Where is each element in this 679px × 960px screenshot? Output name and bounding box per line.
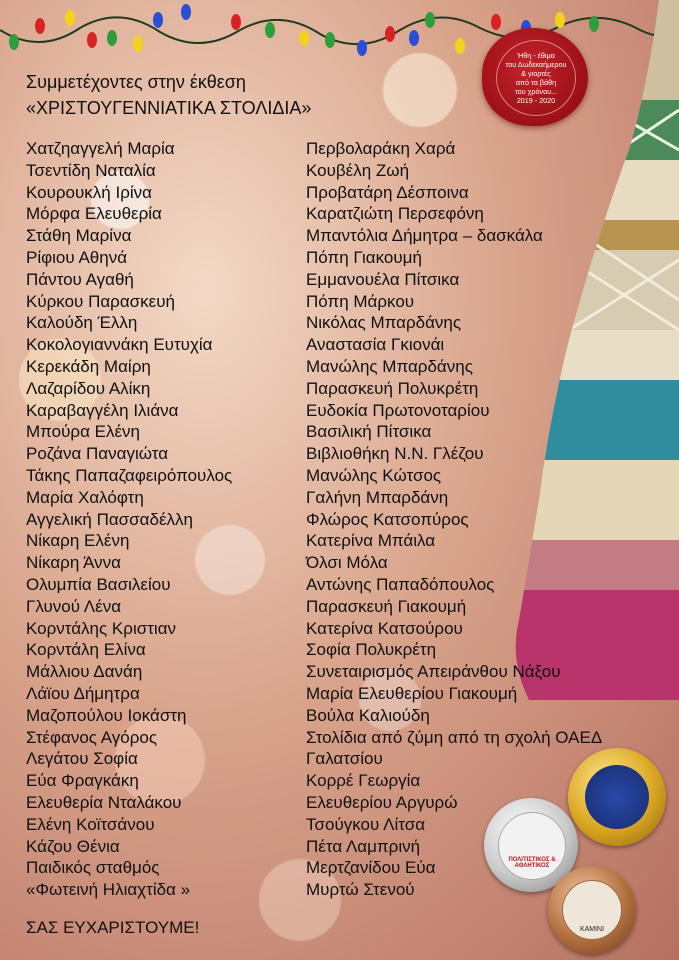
participant-name: Ευδοκία Πρωτονοταρίου <box>306 400 490 420</box>
participant-name: Νίκαρη Άννα <box>26 553 121 573</box>
participant-name: Τάκης Παπαζαφειρόπουλος <box>26 465 233 485</box>
participant-name: Γαλήνη Μπαρδάνη <box>306 487 449 507</box>
participant-name: Συνεταιρισμός Απειράνθου Νάξου <box>306 662 561 682</box>
silver-logo-text: ΠΟΛΙΤΙΣΤΙΚΟΣ & ΑΘΛΗΤΙΚΟΣ <box>508 857 556 869</box>
thank-you-text: ΣΑΣ ΕΥΧΑΡΙΣΤΟΥΜΕ! <box>26 918 200 937</box>
participant-name: Παρασκευή Γιακουμή <box>306 596 467 616</box>
participant-name: Καραβαγγέλη Ιλιάνα <box>26 400 179 420</box>
participant-name: Τσούγκου Λίτσα <box>306 814 426 834</box>
participant-name: Μανώλης Κώτσος <box>306 465 442 485</box>
participant-name: Γαλατσίου <box>306 749 383 769</box>
participant-name: Ροζάνα Παναγιώτα <box>26 444 169 464</box>
participant-name: Λάϊου Δήμητρα <box>26 683 140 703</box>
participant-name: Κοκολογιαννάκη Ευτυχία <box>26 335 213 355</box>
seal-line: του χρόνου... <box>514 87 558 96</box>
participant-name: Τσεντίδη Ναταλία <box>26 160 156 180</box>
participant-name: Στάθη Μαρίνα <box>26 226 132 246</box>
participant-name: Ολυμπία Βασιλείου <box>26 574 171 594</box>
participant-name: Κορντάλης Κριστιαν <box>26 618 177 638</box>
wax-seal-badge <box>482 28 588 126</box>
participant-name: Μπούρα Ελένη <box>26 422 140 442</box>
participant-name: Πόπη Μάρκου <box>306 291 415 311</box>
participant-name: Ελένη Κοϊτσάνου <box>26 814 155 834</box>
participant-name: Γλυνού Λένα <box>26 596 122 616</box>
seal-line: του Δωδεκαήμερου <box>505 60 567 69</box>
participant-name: Μάλλιου Δανάη <box>26 662 143 682</box>
participant-name: Βιβλιοθήκη Ν.Ν. Γλέζου <box>306 444 484 464</box>
participant-name: Κουρουκλή Ιρίνα <box>26 182 152 202</box>
participant-name: Αντώνης Παπαδόπουλος <box>306 574 495 594</box>
heading-line-1: Συμμετέχοντες στην έκθεση <box>26 72 246 92</box>
participant-name: Κουβέλη Ζωή <box>306 160 410 180</box>
participant-name: Ρίφιου Αθηνά <box>26 247 128 267</box>
participant-name: Προβατάρη Δέσποινα <box>306 182 469 202</box>
bronze-logo-text: ΚΑΜΙΝΙ <box>579 926 605 933</box>
heading-line-2: «ΧΡΙΣΤΟΥΓΕΝΝΙΑΤΙΚΑ ΣΤΟΛΙΔΙΑ» <box>26 98 312 118</box>
participant-name: Αγγελική Πασσαδέλλη <box>26 509 193 529</box>
participant-name: Παιδικός σταθμός <box>26 858 160 878</box>
participant-name: Νικόλας Μπαρδάνης <box>306 313 462 333</box>
participant-name: Καρατζιώτη Περσεφόνη <box>306 204 484 224</box>
participants-left-column <box>26 138 232 901</box>
participant-name: «Φωτεινή Ηλιαχτίδα » <box>26 880 191 900</box>
participant-name: Πάντου Αγαθή <box>26 269 134 289</box>
participant-name: Νίκαρη Ελένη <box>26 531 130 551</box>
participant-name: Στολίδια από ζύμη από τη σχολή ΟΑΕΔ <box>306 727 603 747</box>
participant-name: Σοφία Πολυκρέτη <box>306 640 437 660</box>
participant-name: Μπαντόλια Δήμητρα – δασκάλα <box>306 226 543 246</box>
participant-name: Κερεκάδη Μαίρη <box>26 356 151 376</box>
participant-name: Λεγάτου Σοφία <box>26 749 138 769</box>
participant-name: Παρασκευή Πολυκρέτη <box>306 378 479 398</box>
participant-name: Ελευθερία Νταλάκου <box>26 792 182 812</box>
participant-name: Εύα Φραγκάκη <box>26 771 139 791</box>
participant-name: Μερτζανίδου Εύα <box>306 858 436 878</box>
participant-name: Βούλα Καλιούδη <box>306 705 430 725</box>
participant-name: Μόρφα Ελευθερία <box>26 204 162 224</box>
participant-name: Μαρία Χαλόφτη <box>26 487 144 507</box>
participant-name: Πέτα Λαμπρινή <box>306 836 421 856</box>
cultural-association-logo <box>498 812 566 880</box>
participant-name: Κύρκου Παρασκευή <box>26 291 175 311</box>
participant-name: Μαζοπούλου Ιοκάστη <box>26 705 187 725</box>
seal-line: & γιορτές <box>521 69 551 78</box>
participant-name: Χατζηαγγελή Μαρία <box>26 139 175 158</box>
participant-name: Στέφανος Αγόρος <box>26 727 158 747</box>
participant-name: Ελευθερίου Αργυρώ <box>306 792 458 812</box>
participant-name: Εμμανουέλα Πίτσικα <box>306 269 460 289</box>
participant-name: Βασιλική Πίτσικα <box>306 422 432 442</box>
seal-line: από τα βάθη <box>515 78 557 87</box>
participant-name: Φλώρος Κατσοπύρος <box>306 509 469 529</box>
participant-name: Όλσι Μόλα <box>306 553 388 573</box>
participant-name: Κορντάλη Ελίνα <box>26 640 146 660</box>
participant-name: Κατερίνα Κατσούρου <box>306 618 463 638</box>
participant-name: Κάζου Θένια <box>26 836 120 856</box>
participant-name: Κορρέ Γεωργία <box>306 771 421 791</box>
participant-name: Μυρτώ Στενού <box>306 880 415 900</box>
participant-name: Πόπη Γιακουμή <box>306 247 422 267</box>
bronze-medal-logo <box>548 866 636 954</box>
seal-line: Ήθη - έθιμα <box>517 51 555 60</box>
participant-name: Λαζαρίδου Αλίκη <box>26 378 151 398</box>
participant-name: Κατερίνα Μπάιλα <box>306 531 436 551</box>
exhibition-heading <box>26 69 311 121</box>
gold-medal-logo <box>568 748 666 846</box>
kamini-logo <box>562 880 622 940</box>
seal-text-block <box>496 40 576 116</box>
participant-name: Περβολαράκη Χαρά <box>306 139 456 158</box>
participant-name: Καλούδη Έλλη <box>26 313 138 333</box>
participant-name: Αναστασία Γκιονάι <box>306 335 445 355</box>
participants-right-column <box>306 138 602 901</box>
participant-name: Μαρία Ελευθερίου Γιακουμή <box>306 683 518 703</box>
dancer-logo-icon <box>585 765 649 829</box>
seal-year: 2019 - 2020 <box>516 96 556 105</box>
participant-name: Μανώλης Μπαρδάνης <box>306 356 473 376</box>
